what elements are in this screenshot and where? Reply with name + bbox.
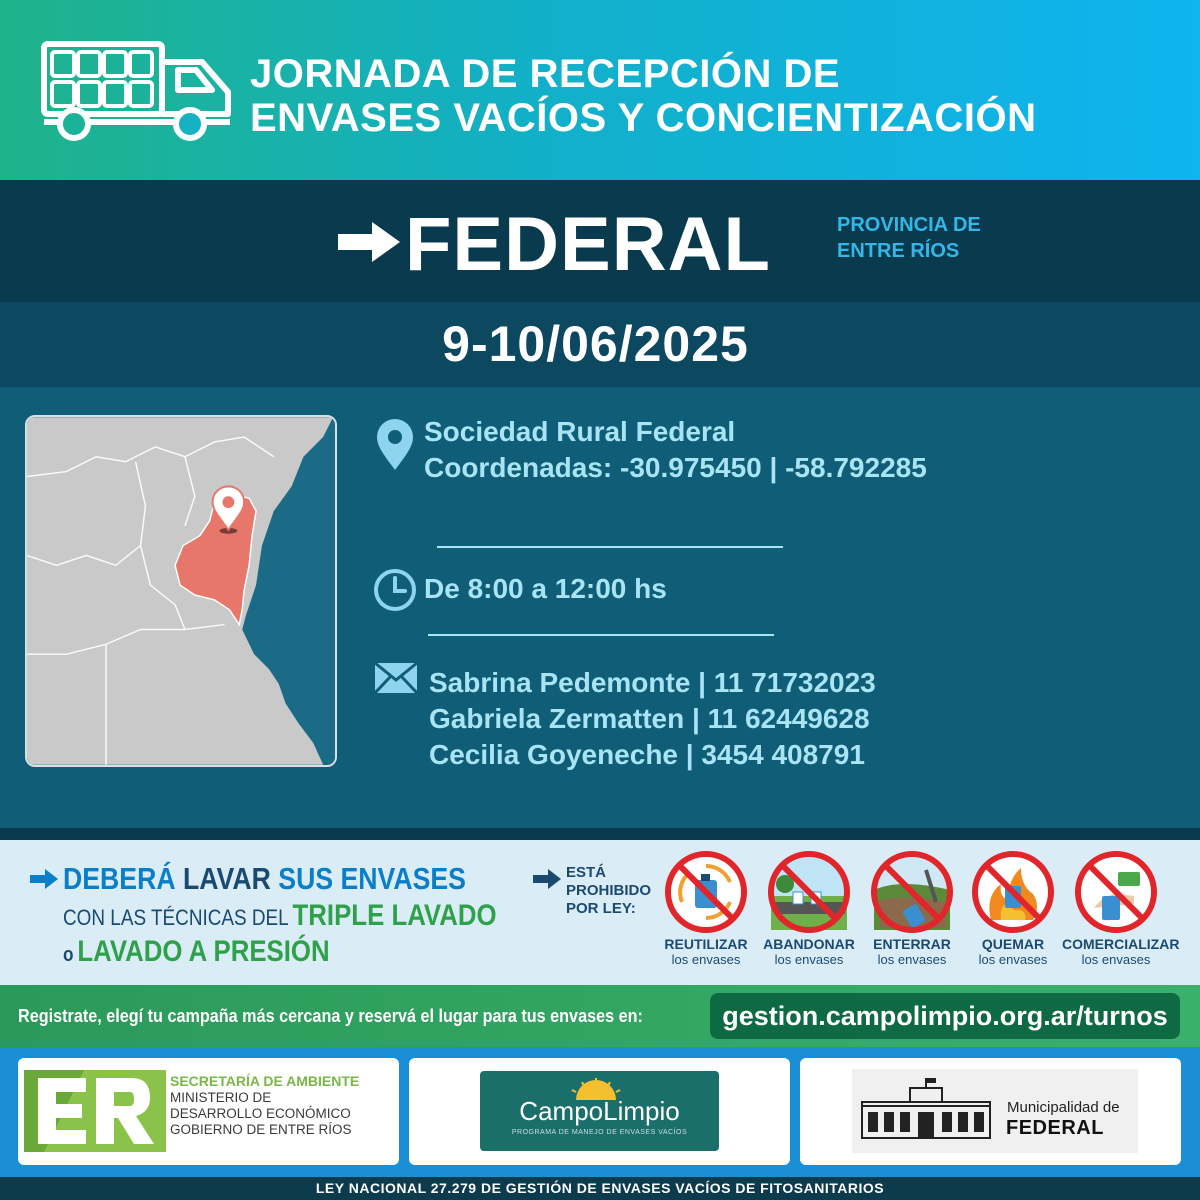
prohibited-item-sub: los envases [774, 952, 844, 967]
municipal-building-icon [860, 1078, 992, 1140]
contact-2: Gabriela Zermatten | 11 62449628 [429, 703, 870, 734]
location-pin-icon [375, 418, 415, 470]
prohibited-label [566, 864, 651, 918]
abandon-prohibited-icon [767, 850, 851, 934]
er-gobierno: GOBIERNO DE ENTRE RÍOS [170, 1122, 352, 1137]
prohibited-item-label: COMERCIALIZAR [1062, 936, 1180, 952]
clock-icon [373, 568, 417, 612]
wash-word-lavar: LAVAR [182, 861, 271, 896]
province-line1: PROVINCIA DE [837, 214, 981, 236]
prohibited-item-label: QUEMAR [981, 936, 1045, 952]
venue-coordinates: Coordenadas: -30.975450 | -58.792285 [424, 452, 927, 483]
prohibited-line2: PROHIBIDO [566, 882, 652, 899]
mail-icon [375, 663, 417, 693]
burn-prohibited-icon [971, 850, 1055, 934]
reuse-prohibited-icon [664, 850, 748, 934]
truck-icon [40, 34, 235, 144]
header-title [250, 52, 1037, 140]
prohibited-item-sub: los envases [978, 952, 1048, 967]
schedule-text: De 8:00 a 12:00 hs [424, 573, 667, 604]
prohibited-item-label: ABANDONAR [763, 936, 855, 952]
prohibited-item-sub: los envases [671, 952, 741, 967]
arrow-right-icon [30, 869, 58, 889]
footer-law: LEY NACIONAL 27.279 DE GESTIÓN DE ENVASES VACÍOS DE FITOSANITARIOS [315, 1180, 885, 1196]
prohibited-item-reutilizar [652, 850, 760, 967]
bury-prohibited-icon [870, 850, 954, 934]
wash-word-envases: SUS ENVASES [278, 861, 466, 896]
event-date: 9-10/06/2025 [442, 316, 749, 372]
register-text: Registrate, elegí tu campaña más cercana y reservá el lugar para tus envases en: [18, 1006, 643, 1026]
er-secretaria: SECRETARÍA DE AMBIENTE [170, 1073, 360, 1089]
sell-prohibited-icon [1074, 850, 1158, 934]
venue-name: Sociedad Rural Federal [424, 416, 736, 447]
province-line2: ENTRE RÍOS [837, 240, 960, 262]
prohibited-item-enterrar [858, 850, 966, 967]
arrow-right-icon [533, 869, 561, 889]
prohibited-line1: ESTÁ [566, 864, 607, 881]
contact-3: Cecilia Goyeneche | 3454 408791 [429, 739, 865, 770]
campolimpio-subtitle: PROGRAMA DE MANEJO DE ENVASES VACÍOS [511, 1129, 688, 1136]
prohibited-item-sub: los envases [1081, 952, 1151, 967]
municipality-line2: FEDERAL [1006, 1117, 1104, 1139]
er-ministerio: MINISTERIO DE [170, 1090, 272, 1105]
divider [437, 546, 783, 548]
prohibited-item-comercializar [1062, 850, 1180, 967]
wash-lavado-presion: LAVADO A PRESIÓN [77, 935, 330, 968]
contact-1: Sabrina Pedemonte | 11 71732023 [429, 667, 876, 698]
prohibited-item-label: ENTERRAR [873, 936, 951, 952]
divider [428, 634, 774, 636]
prohibited-item-sub: los envases [877, 952, 947, 967]
register-link[interactable]: gestion.campolimpio.org.ar/turnos [710, 993, 1180, 1039]
prohibited-item-label: REUTILIZAR [664, 936, 748, 952]
wash-word-debera: DEBERÁ [63, 861, 176, 896]
prohibited-item-abandonar [755, 850, 863, 967]
header-title-line2: ENVASES VACÍOS Y CONCIENTIZACIÓN [250, 96, 1037, 140]
prohibited-line3: POR LEY: [566, 900, 636, 917]
wash-technique-text: CON LAS TÉCNICAS DEL [63, 905, 289, 930]
er-desarrollo: DESARROLLO ECONÓMICO [170, 1106, 351, 1121]
wash-line-2 [63, 898, 497, 939]
municipality-line1: Municipalidad de [1007, 1099, 1120, 1116]
separator-band [0, 828, 1200, 840]
wash-line-1 [63, 860, 466, 898]
wash-triple-lavado: TRIPLE LAVADO [292, 899, 497, 932]
entre-rios-logo [24, 1070, 166, 1152]
wash-or: o [63, 944, 74, 966]
header-title-line1: JORNADA DE RECEPCIÓN DE [250, 52, 841, 96]
arrow-right-icon [338, 222, 400, 262]
campolimpio-name: CampoLimpio [519, 1096, 680, 1126]
province-label [837, 212, 981, 264]
city-title: FEDERAL [405, 202, 771, 287]
prohibited-item-quemar [959, 850, 1067, 967]
wash-line-3 [63, 934, 330, 975]
location-map [25, 415, 337, 767]
